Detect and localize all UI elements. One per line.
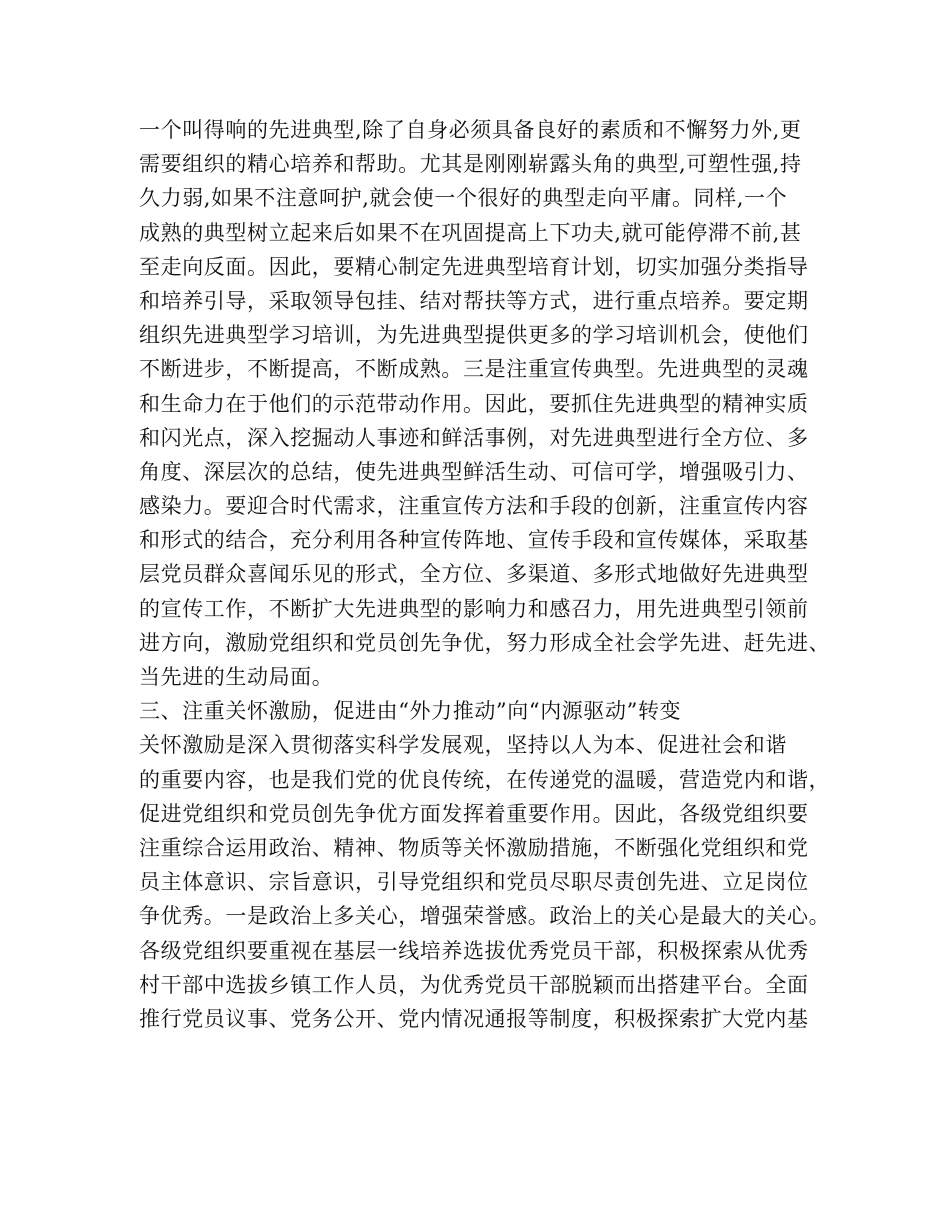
text-line: 争优秀。一是政治上多关心，增强荣誉感。政治上的关心是最大的关心。 xyxy=(139,904,831,929)
text-line: 需要组织的精心培养和帮助。尤其是刚刚崭露头角的典型,可塑性强,持 xyxy=(139,152,802,177)
text-line: 的宣传工作，不断扩大先进典型的影响力和感召力，用先进典型引领前 xyxy=(139,596,809,621)
text-line: 的重要内容，也是我们党的优良传统，在传递党的温暖，营造党内和谐， xyxy=(139,767,831,792)
text-line: 员主体意识、宗旨意识，引导党组织和党员尽职尽责创先进、立足岗位 xyxy=(139,870,809,895)
text-line: 成熟的典型树立起来后如果不在巩固提高上下功夫,就可能停滞不前,甚 xyxy=(139,220,802,245)
text-line: 不断进步，不断提高，不断成熟。三是注重宣传典型。先进典型的灵魂 xyxy=(139,357,809,382)
text-line: 当先进的生动局面。 xyxy=(139,665,334,689)
text-line: 和形式的结合，充分利用各种宣传阵地、宣传手段和宣传媒体，采取基 xyxy=(139,528,809,553)
text-line: 层党员群众喜闻乐见的形式，全方位、多渠道、多形式地做好先进典型 xyxy=(139,562,809,587)
text-line: 促进党组织和党员创先争优方面发挥着重要作用。因此，各级党组织要 xyxy=(139,801,809,826)
text-line: 村干部中选拔乡镇工作人员，为优秀党员干部脱颖而出搭建平台。全面 xyxy=(139,972,809,997)
text-line: 各级党组织要重视在基层一线培养选拔优秀党员干部，积极探索从优秀 xyxy=(139,938,809,963)
text-line: 推行党员议事、党务公开、党内情况通报等制度，积极探索扩大党内基 xyxy=(139,1006,809,1031)
text-line: 关怀激励是深入贯彻落实科学发展观，坚持以人为本、促进社会和谐 xyxy=(139,733,787,758)
text-line: 角度、深层次的总结，使先进典型鲜活生动、可信可学，增强吸引力、 xyxy=(139,459,809,484)
section-heading: 三、注重关怀激励，促进由“外力推动”向“内源驱动”转变 xyxy=(139,699,682,724)
text-line: 和培养引导，采取领导包挂、结对帮扶等方式，进行重点培养。要定期 xyxy=(139,288,809,313)
text-line: 感染力。要迎合时代需求，注重宣传方法和手段的创新，注重宣传内容 xyxy=(139,494,809,519)
text-line: 至走向反面。因此，要精心制定先进典型培育计划，切实加强分类指导 xyxy=(139,254,809,279)
body-text xyxy=(139,113,829,1036)
text-line: 和生命力在于他们的示范带动作用。因此，要抓住先进典型的精神实质 xyxy=(139,391,809,416)
text-line: 久力弱,如果不注意呵护,就会使一个很好的典型走向平庸。同样,一个 xyxy=(139,186,788,211)
text-line: 组织先进典型学习培训，为先进典型提供更多的学习培训机会，使他们 xyxy=(139,323,809,348)
text-line: 进方向，激励党组织和党员创先争优，努力形成全社会学先进、赶先进、 xyxy=(139,630,831,655)
text-line: 一个叫得响的先进典型,除了自身必须具备良好的素质和不懈努力外,更 xyxy=(139,118,802,142)
text-line: 注重综合运用政治、精神、物质等关怀激励措施，不断强化党组织和党 xyxy=(139,835,809,860)
text-line: 和闪光点，深入挖掘动人事迹和鲜活事例，对先进典型进行全方位、多 xyxy=(139,425,809,450)
